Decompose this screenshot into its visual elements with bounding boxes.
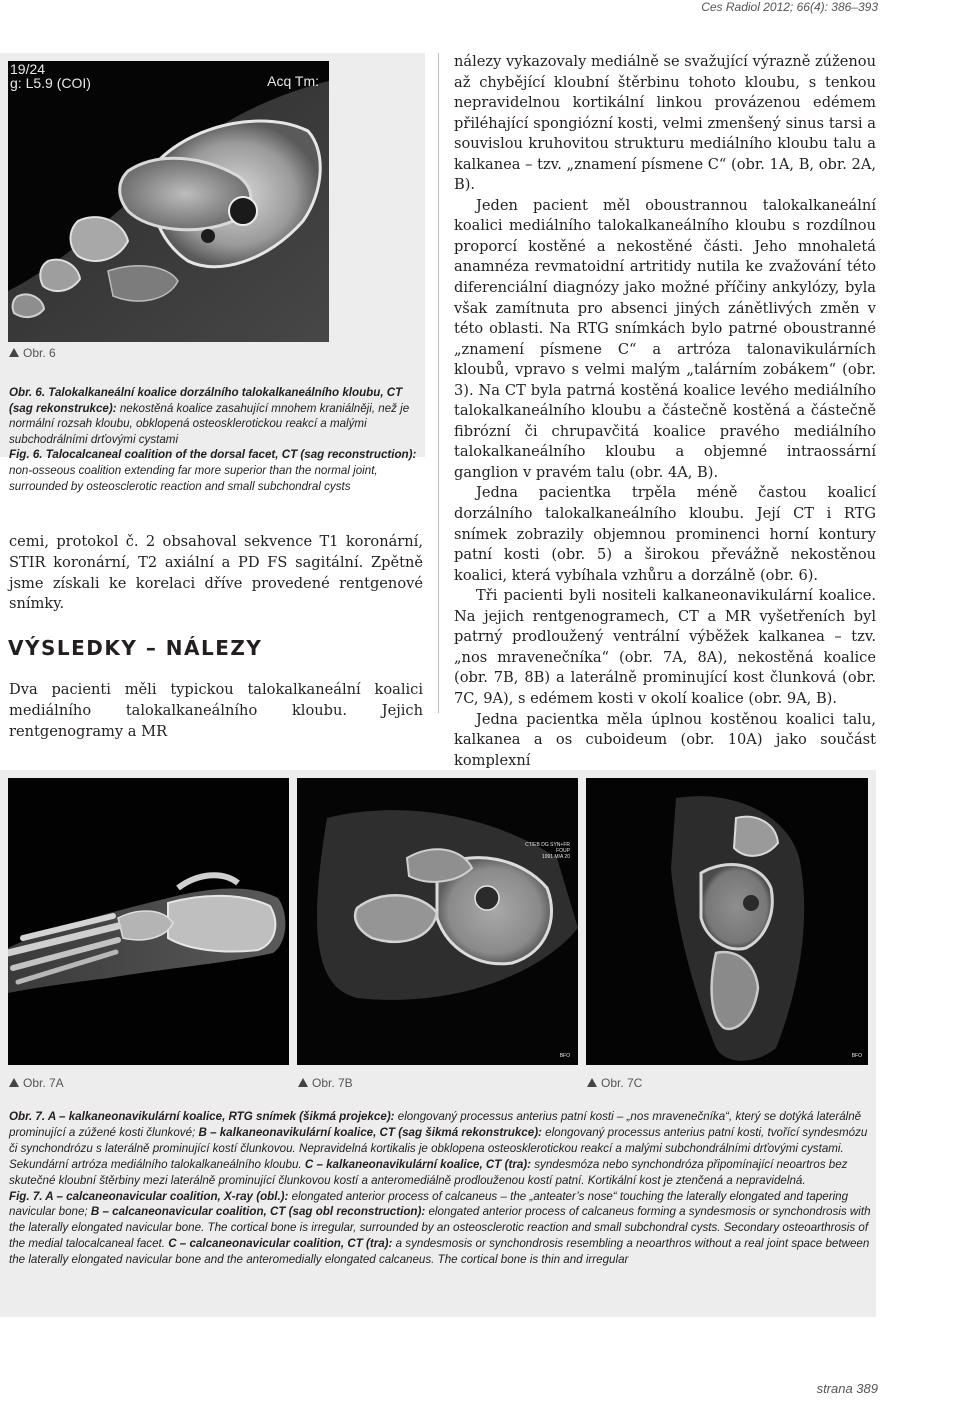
- caption-7-en-b-label: B – calcaneonavicular coalition, CT (sag obl reconstruction):: [90, 1205, 426, 1219]
- caption-7-cz-c-label: C – kalkaneonavikulární koalice, CT (tra):: [304, 1157, 532, 1171]
- caption-7-en-c-text: a syndesmosis or synchondrosis resembling a neoarthros without a real joint space between the laterally elongated navicular bone and the anteromedially elongated calcaneus. The cortical bone is thin and irregular: [9, 1237, 870, 1267]
- figure-7c-ct-image: [586, 778, 868, 1065]
- left-column-paragraph: cemi, protokol č. 2 obsahoval sekvence T1 koronární, STIR koronární, T2 axiální a PD FS sagitální. Zpětně jsme získali ke korelaci dříve provedené rentgenové snímky.: [9, 533, 423, 613]
- ct-b-overlay-line-1: CT/EB DG SYN+FR: [525, 842, 570, 848]
- figure-6-caption: [9, 385, 419, 494]
- right-paragraph-2: Jeden pacient měl oboustrannou talokalkaneální koalici mediálního talokalkaneálního kloubu s rozdílnou proporcí kostěné a nekostěné části. Jeho mnohaletá anamnéza revmatoidní artritidy nutila ke zvažování této diferenciální diagnózy jako možné příčiny ankylózy, byla však zamítnuta pro absenci jiných zánětlivých změn v této oblasti. Na RTG snímkách bylo patrné oboustranné „znamení písmene C“ a artróza talonavikulárních kloubů, vpravo s velmi malým „talárním zobákem“ (obr. 3). Na CT byla patrná kostěná koalice levého mediálního talokalkaneálního kloubu a částečně kostěná a částečně fibrózní či chrupavčitá koalice pravého mediálního talokalkaneálního kloubu a objemné intraossární ganglion v pravém talu (obr. 4A, B).: [454, 196, 876, 481]
- figure-6: [0, 53, 425, 493]
- triangle-up-icon: [298, 1078, 308, 1087]
- triangle-up-icon: [9, 1078, 19, 1087]
- column-divider: [438, 53, 439, 713]
- caption-7-en-b-text: elongated anterior process of calcaneus forming a syndesmosis or synchondrosis with the laterally elongated navicular bone. The cortical bone is irregular, surrounded by an osteosclerotic reaction and small subchondral cysts. Secondary osteoarthrosis of the medial talocalcaneal facet.: [9, 1205, 871, 1251]
- right-paragraph-5: Jedna pacientka měla úplnou kostěnou koalici talu, kalkanea a os cuboideum (obr. 10A) jako součást komplexní: [454, 710, 876, 769]
- ct-b-overlay-bottom: BFO: [559, 1053, 570, 1059]
- triangle-up-icon: [587, 1078, 597, 1087]
- caption-7-cz-b-text: elongovaný processus anterius patní kosti, tvořící syndesmózu či synchondrózu s laterálně prominující kostí člunkovou. Nepravidelná kortikalis je obklopena osteosklerotickou reakcí a malými subchondrálními drťovými cystami. Sekundární artróza mediálního talokalkaneálního kloubu.: [9, 1125, 868, 1171]
- caption-cz-text: nekostěná koalice zasahující mnohem kraniálněji, než je normální rozsah kloubu, obklopená osteosklerotickou reakcí a malými subchodrálními drťovými cystami: [9, 401, 410, 446]
- caption-7-en-c-label: C – calcaneonavicular coalition, CT (tra):: [168, 1237, 393, 1251]
- caption-cz-label: Obr. 6. Talokalkaneální koalice dorzálního talokalkaneálního kloubu, CT (sag rekonstrukce):: [9, 386, 403, 415]
- ct-overlay-acq: Acq Tm:: [267, 73, 319, 89]
- right-paragraph-3: Jedna pacientka trpěla méně častou koalicí dorzálního talokalkaneálního kloubu. Její CT i RTG snímek zobrazily objemnou prominenci horní kontury patní kosti (obr. 5) a širokou převážně nekostěnou koalici, která vybíhala vzhůru a dorzálně (obr. 6).: [454, 484, 876, 584]
- figure-7a-xray-image: [8, 778, 289, 1065]
- caption-7-cz-a-label: Obr. 7. A – kalkaneonavikulární koalice, RTG snímek (šikmá projekce):: [9, 1110, 395, 1123]
- ct-overlay-index: 19/24: [10, 61, 46, 77]
- ct-overlay-slice: g: L5.9 (COI): [10, 75, 91, 91]
- figure-7-caption: [9, 1109, 871, 1268]
- caption-7-cz-b-label: B – kalkaneonavikulární koalice, CT (sag šikmá rekonstrukce):: [198, 1125, 542, 1139]
- figure-7c-tag-label: Obr. 7C: [601, 1076, 643, 1090]
- figure-7b-tag: [298, 1076, 353, 1090]
- caption-en-text: non-osseous coalition extending far more superior than the normal joint, surrounded by osteosclerotic reaction and small subchondral cysts: [9, 463, 378, 493]
- figure-7-caption-en: [9, 1189, 871, 1269]
- caption-7-cz-c-text: syndesmóza nebo synchondróza připomínající neoartros bez skutečné kloubní štěrbiny mezi laterálně prominující člunkovou kostí a anteromediálně prodlouženou kostí patní. Kortikální kost je ztenčená a nepravidelná.: [9, 1157, 848, 1187]
- caption-en-label: Fig. 6. Talocalcaneal coalition of the dorsal facet, CT (sag reconstruction):: [9, 448, 417, 462]
- figure-7b-ct-image: [297, 778, 578, 1065]
- figure-6-tag-label: Obr. 6: [23, 346, 56, 360]
- figure-6-caption-en: [9, 447, 419, 494]
- caption-7-cz-a-text: elongovaný processus anterius patní kosti – „nos mravenečníka“, který se dotýká laterálně prominující a zúžené kosti člunkové;: [9, 1110, 862, 1139]
- caption-7-en-a-label: Fig. 7. A – calcaneonavicular coalition, X-ray (obl.):: [9, 1189, 289, 1203]
- left-column-results-paragraph: Dva pacienti měli typickou talokalkaneální koalici mediálního talokalkaneálního kloubu. Jejich rentgenogramy a MR: [9, 681, 423, 740]
- ct-c-overlay-bottom: BFO: [851, 1053, 862, 1059]
- page-number: strana 389: [816, 1381, 878, 1396]
- figure-7c-tag: [587, 1076, 642, 1090]
- ct-b-overlay-line-3: 1991 M/A 20: [541, 854, 570, 860]
- right-paragraph-1: nálezy vykazovaly mediálně se svažující výrazně zúženou až chybějící kloubní štěrbinu tohoto kloubu, s tenkou nepravidelnou kortikální linkou provázenou edémem přiléhající spongiózní kosti, velmi zmenšený sinus tarsi a souvislou kruhovitou strukturu mediálního kloubu talu a kalkanea – tzv. „znamení písmene C“ (obr. 1A, B, obr. 2A, B).: [454, 53, 876, 194]
- figure-7-caption-cz: [9, 1109, 871, 1189]
- ct-b-overlay: [525, 842, 570, 860]
- figure-7b-tag-label: Obr. 7B: [312, 1076, 353, 1090]
- ct-b-overlay-line-2: FOUP: [556, 848, 570, 854]
- right-column: [454, 52, 876, 771]
- figure-6-ct-image: [8, 61, 329, 342]
- right-paragraph-4: Tři pacienti byli nositeli kalkaneonavikulární koalice. Na jejich rentgenogramech, CT a MR vyšetřeních byl patrný prodloužený ventrální výběžek kalkanea – tzv. „nos mravenečníka“ (obr. 7A, 8A), nekostěná koalice (obr. 7B, 8B) a laterálně prominující kost člunková (obr. 7C, 9A), s edémem kosti v okolí koalice (obr. 9A, B).: [454, 587, 876, 707]
- triangle-up-icon: [9, 348, 19, 357]
- figure-7a-tag: [9, 1076, 64, 1090]
- running-head: Ces Radiol 2012; 66(4): 386–393: [701, 0, 878, 14]
- figure-7a-tag-label: Obr. 7A: [23, 1076, 64, 1090]
- section-heading: VÝSLEDKY – NÁLEZY: [8, 636, 263, 660]
- figure-6-tag: [9, 346, 56, 360]
- caption-7-en-a-text: elongated anterior process of calcaneus – the „anteater’s nose“ touching the laterally elongated and tapering navicular bone;: [9, 1189, 849, 1219]
- figure-6-caption-cz: [9, 385, 419, 447]
- figure-7: [0, 770, 876, 1317]
